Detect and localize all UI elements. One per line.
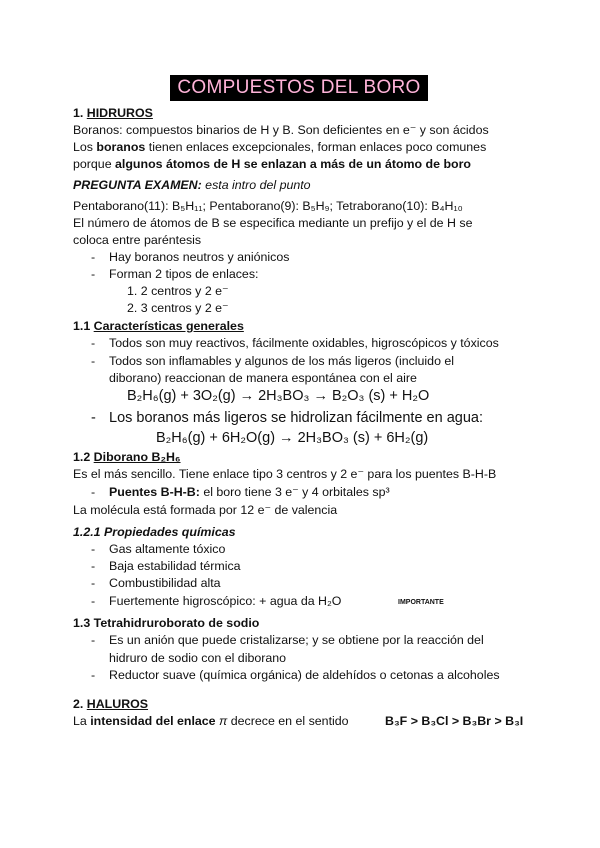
paragraph-line: porque algunos átomos de H se enlazan a más de un átomo de boro [73, 157, 471, 171]
borane-names: Pentaborano(11): B₅H₁₁; Pentaborano(9): B₅H₉; Tetraborano(10): B₄H₁₀ [73, 199, 463, 213]
list-item: - Fuertemente higroscópico: + agua da H₂O [109, 593, 341, 609]
sub-list-item: 1. 2 centros y 2 e⁻ [127, 284, 229, 298]
paragraph-line: La molécula está formada por 12 e⁻ de valencia [73, 503, 338, 517]
section-heading-caracteristicas: 1.1 Características generales [73, 319, 244, 333]
list-item: - Reductor suave (química orgánica) de aldehídos o cetonas a alcoholes [109, 667, 500, 683]
section-heading-diborano: 1.2 Diborano B₂H₆ [73, 450, 181, 464]
list-item: - Todos son muy reactivos, fácilmente oxidables, higroscópicos y tóxicos [109, 335, 499, 351]
paragraph-line: El número de átomos de B se especifica mediante un prefijo y el de H se [73, 216, 473, 230]
paragraph-line: Es el más sencillo. Tiene enlace tipo 3 centros y 2 e⁻ para los puentes B-H-B [73, 467, 497, 481]
list-item-continuation: diborano) reaccionan de manera espontánea con el aire [109, 371, 417, 385]
list-item: - Los boranos más ligeros se hidrolizan fácilmente en agua: [109, 409, 483, 427]
exam-note: PREGUNTA EXAMEN: esta intro del punto [73, 178, 311, 192]
equation-hydrolysis: B₂H₆(g) + 6H₂O(g) → 2H₃BO₃ (s) + 6H₂(g) [156, 430, 429, 446]
list-item: - Gas altamente tóxico [109, 541, 225, 557]
section-heading-haluros: 2. HALUROS [73, 697, 149, 711]
paragraph-line: Boranos: compuestos binarios de H y B. Son deficientes en e⁻ y son ácidos [73, 123, 489, 137]
halide-order: B₃F > B₃Cl > B₃Br > B₃I [385, 714, 524, 728]
paragraph-line: La intensidad del enlace π decrece en el sentido [73, 714, 349, 728]
important-tag: IMPORTANTE [398, 599, 444, 606]
list-item: - Combustibilidad alta [109, 575, 221, 591]
section-heading-tetrahidruroborato: 1.3 Tetrahidruroborato de sodio [73, 616, 260, 630]
sub-list-item: 2. 3 centros y 2 e⁻ [127, 301, 229, 315]
list-item: - Forman 2 tipos de enlaces: [109, 266, 258, 282]
paragraph-line: coloca entre paréntesis [73, 233, 202, 247]
section-heading-hidruros: 1. HIDRUROS [73, 106, 153, 120]
page-title: COMPUESTOS DEL BORO [170, 75, 428, 101]
list-item: - Hay boranos neutros y aniónicos [109, 249, 289, 265]
paragraph-line: Los boranos tienen enlaces excepcionales, forman enlaces poco comunes [73, 140, 487, 154]
list-item-continuation: hidruro de sodio con el diborano [109, 651, 287, 665]
list-item: - Todos son inflamables y algunos de los más ligeros (incluido el [109, 353, 454, 369]
list-item: - Baja estabilidad térmica [109, 558, 241, 574]
list-item: - Es un anión que puede cristalizarse; y se obtiene por la reacción del [109, 632, 484, 648]
list-item: - Puentes B-H-B: el boro tiene 3 e⁻ y 4 orbitales sp³ [109, 484, 390, 500]
section-heading-propiedades: 1.2.1 Propiedades químicas [73, 525, 236, 539]
equation-combustion: B₂H₆(g) + 3O₂(g) → 2H₃BO₃ → B₂O₃ (s) + H₂O [127, 388, 430, 404]
